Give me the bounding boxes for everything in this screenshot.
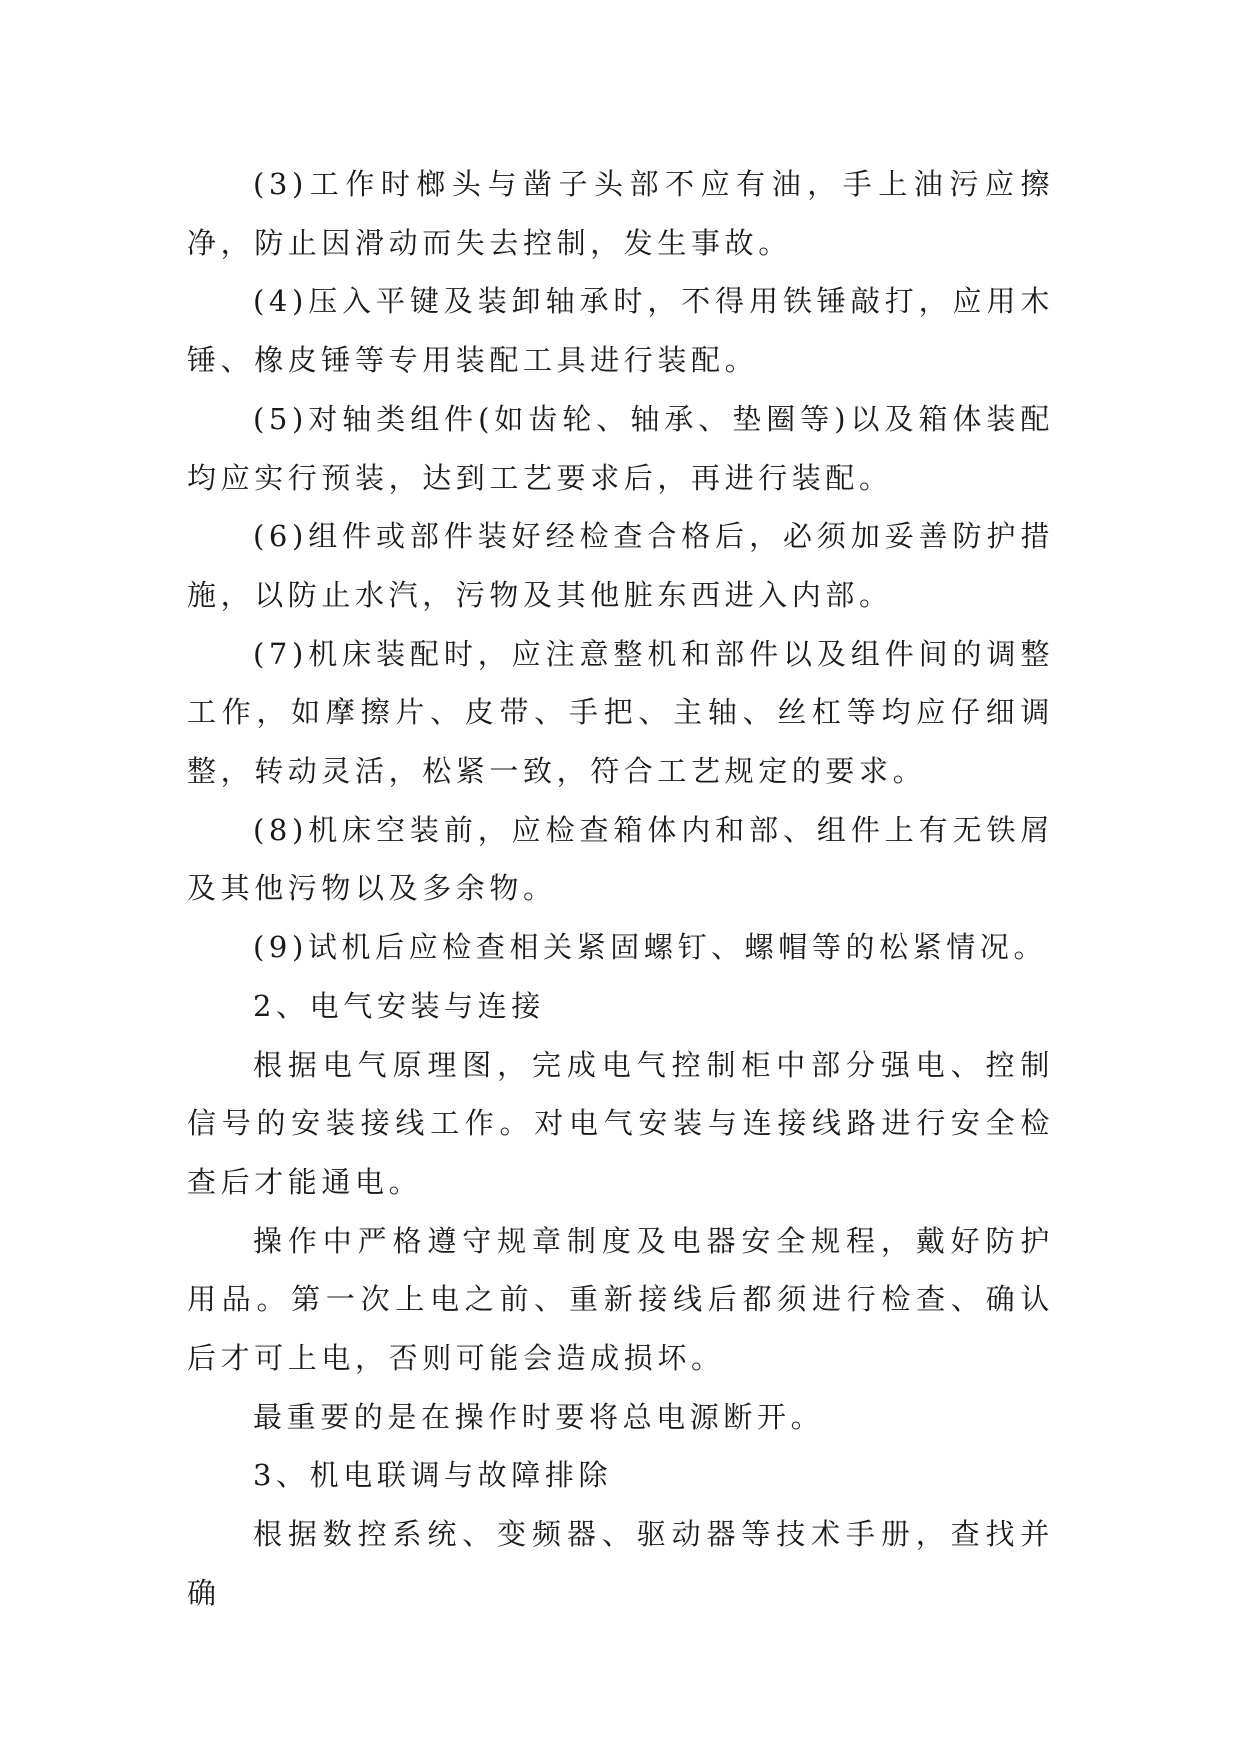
section-heading-debugging: 3、机电联调与故障排除 bbox=[253, 1458, 613, 1493]
paragraph-manuals: 根据数控系统、变频器、驱动器等技术手册，查找并确 bbox=[187, 1517, 1054, 1610]
paragraph-item-8: (8)机床空装前，应检查箱体内和部、组件上有无铁屑及其他污物以及多余物。 bbox=[187, 812, 1054, 906]
paragraph-power-off: 最重要的是在操作时要将总电源断开。 bbox=[253, 1399, 825, 1434]
document-body bbox=[187, 155, 1054, 1623]
paragraph-item-6: (6)组件或部件装好经检查合格后，必须加妥善防护措施，以防止水汽，污物及其他脏东西进入内部。 bbox=[187, 519, 1054, 612]
paragraph-item-9: (9)试机后应检查相关紧固螺钉、螺帽等的松紧情况。 bbox=[253, 930, 1048, 965]
paragraph-electrical-wiring: 根据电气原理图，完成电气控制柜中部分强电、控制信号的安装接线工作。对电气安装与连接线路进行安全检查后才能通电。 bbox=[187, 1047, 1054, 1199]
paragraph-item-3: (3)工作时榔头与凿子头部不应有油，手上油污应擦净，防止因滑动而失去控制，发生事故。 bbox=[187, 167, 1054, 260]
paragraph-item-5: (5)对轴类组件(如齿轮、轴承、垫圈等)以及箱体装配均应实行预装，达到工艺要求后，再进行装配。 bbox=[187, 401, 1054, 495]
section-heading-electrical: 2、电气安装与连接 bbox=[253, 988, 545, 1023]
paragraph-item-4: (4)压入平键及装卸轴承时，不得用铁锤敲打，应用木锤、橡皮锤等专用装配工具进行装配。 bbox=[187, 284, 1054, 378]
paragraph-safety-rules: 操作中严格遵守规章制度及电器安全规程，戴好防护用品。第一次上电之前、重新接线后都须进行检查、确认后才可上电，否则可能会造成损坏。 bbox=[187, 1223, 1054, 1376]
paragraph-item-7: (7)机床装配时，应注意整机和部件以及组件间的调整工作，如摩擦片、皮带、手把、主轴、丝杠等均应仔细调整，转动灵活，松紧一致，符合工艺规定的要求。 bbox=[187, 636, 1054, 789]
